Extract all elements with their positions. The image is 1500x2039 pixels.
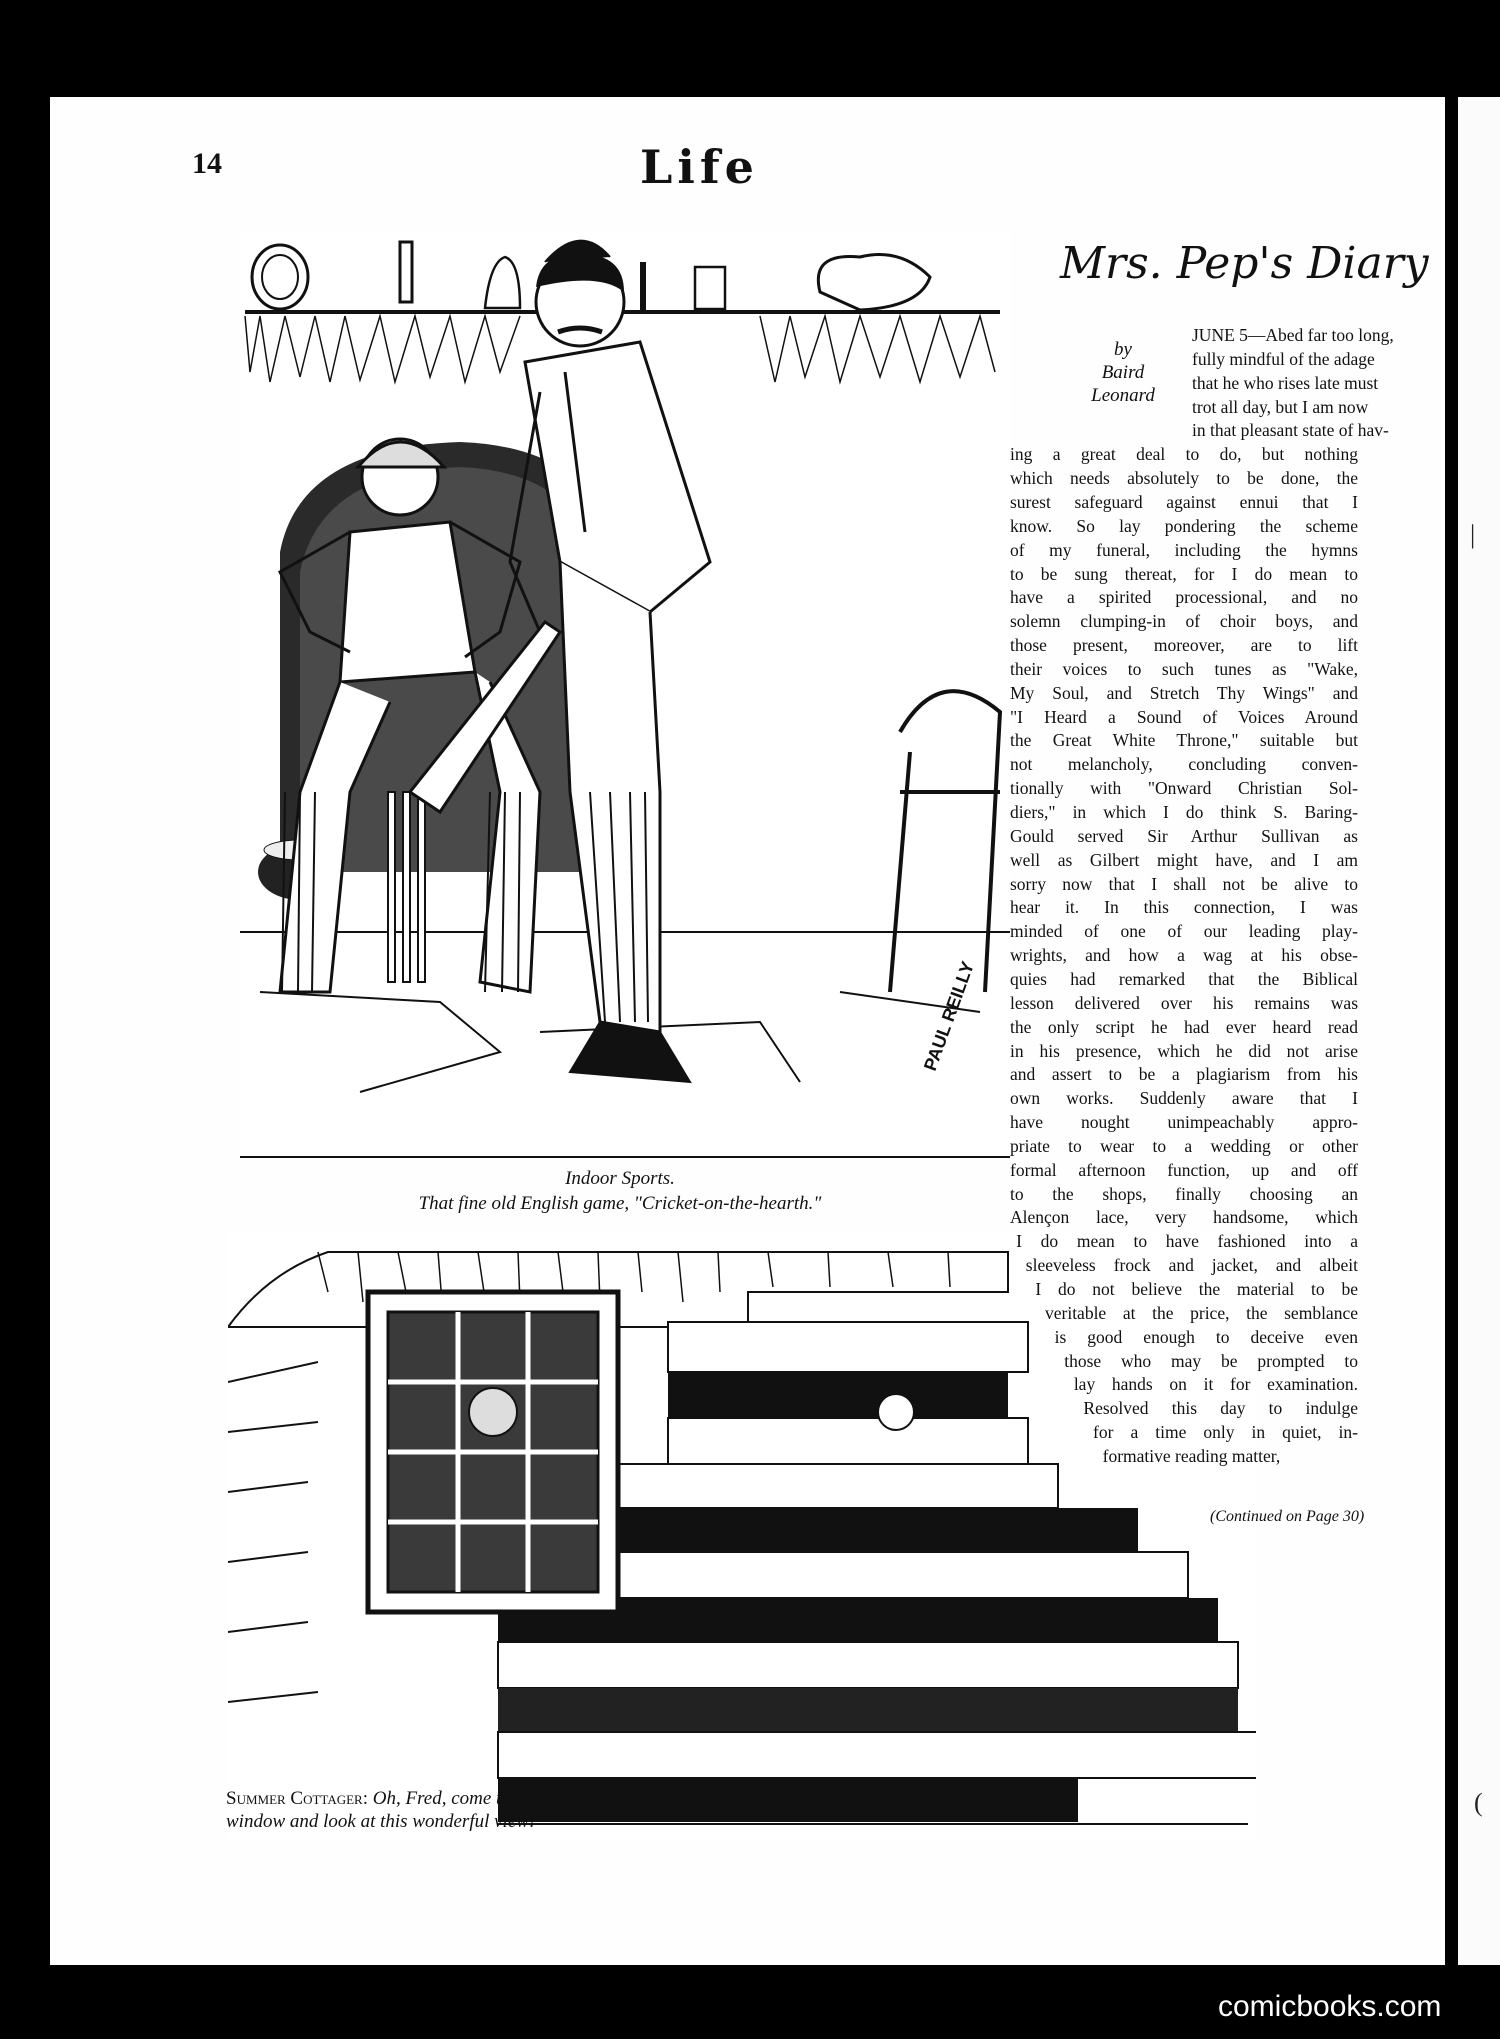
diary-line: have nought unimpeachably appro- (1010, 1112, 1358, 1133)
diary-line: JUNE 5—Abed far too long, (1192, 325, 1394, 345)
byline-first-name: Baird (1101, 362, 1145, 383)
diary-line: wrights, and how a wag at his obse- (1010, 945, 1358, 966)
diary-line: priate to wear to a wedding or other (1010, 1135, 1358, 1156)
diary-line: which needs absolutely to be done, the (1010, 468, 1358, 489)
diary-line: veritable at the price, the semblance (1044, 1302, 1358, 1323)
diary-line: surest safeguard against ennui that I (1010, 491, 1358, 512)
diary-line: I do mean to have fashioned into a (1016, 1231, 1358, 1252)
cottage-caption (226, 1787, 586, 1833)
cottage-caption-text: Oh, Fred, come to the window and look at this wonderful view! (226, 1788, 539, 1832)
diary-line: lesson delivered over his remains was (1010, 992, 1358, 1013)
diary-line: My Soul, and Stretch Thy Wings" and (1010, 682, 1358, 703)
diary-line: have a spirited processional, and no (1010, 587, 1358, 608)
diary-line: that he who rises late must (1192, 372, 1379, 393)
diary-line: quies had remarked that the Biblical (1010, 968, 1358, 989)
diary-line: Resolved this day to indulge (1083, 1398, 1358, 1419)
diary-line: formal afternoon function, up and off (1010, 1159, 1358, 1180)
diary-line: tionally with "Onward Christian Sol- (1010, 778, 1358, 799)
cricket-caption-line2: That fine old English game, "Cricket-on-the-hearth." (418, 1193, 822, 1214)
next-page-edge (1458, 97, 1500, 1965)
page-number: 14 (192, 147, 222, 180)
next-page-mark: ( (1474, 1788, 1483, 1817)
diary-line: not melancholy, concluding conven- (1010, 754, 1358, 775)
cottage-signature: ELLWOOD (1098, 1799, 1159, 1813)
diary-line: diers," in which I do think S. Baring- (1010, 802, 1358, 822)
diary-line: Gould served Sir Arthur Sullivan as (1010, 825, 1358, 846)
continued-note: (Continued on Page 30) (1210, 1508, 1365, 1525)
diary-line: and assert to be a plagiarism from his (1010, 1064, 1358, 1085)
diary-line: the only script he had ever heard read (1010, 1016, 1358, 1037)
diary-line: own works. Suddenly aware that I (1010, 1088, 1358, 1109)
diary-line: those who may be prompted to (1064, 1350, 1358, 1371)
diary-line: for a time only in quiet, in- (1093, 1422, 1358, 1443)
diary-line: in his presence, which he did not arise (1010, 1040, 1358, 1061)
byline-last-name: Leonard (1091, 385, 1155, 406)
magazine-masthead: Life (640, 140, 759, 194)
diary-line: in that pleasant state of hav- (1192, 420, 1389, 441)
diary-line: Alençon lace, very handsome, which (1010, 1207, 1358, 1228)
diary-line: the Great White Throne," suitable but (1010, 730, 1358, 751)
diary-line: minded of one of our leading play- (1010, 921, 1358, 942)
diary-title: Mrs. Pep's Diary (1060, 238, 1429, 289)
cricket-cartoon-illustration (240, 232, 1010, 1162)
diary-line: well as Gilbert might have, and I am (1010, 849, 1358, 870)
diary-line: those present, moreover, are to lift (1010, 635, 1358, 656)
diary-line: of my funeral, including the hymns (1010, 539, 1358, 560)
diary-line: hear it. In this connection, I was (1010, 897, 1358, 918)
diary-line: to be sung thereat, for I do mean to (1010, 563, 1358, 584)
diary-line: lay hands on it for examination. (1073, 1374, 1358, 1395)
diary-line: trot all day, but I am now (1192, 396, 1369, 417)
diary-line: "I Heard a Sound of Voices Around (1010, 706, 1358, 727)
diary-line: to the shops, finally choosing an (1010, 1183, 1358, 1204)
diary-line: their voices to such tunes as "Wake, (1010, 658, 1358, 679)
cricket-caption-line1: Indoor Sports. (565, 1168, 675, 1189)
diary-byline (1068, 338, 1178, 407)
diary-line: ing a great deal to do, but nothing (1010, 444, 1358, 465)
diary-line: I do not believe the material to be (1035, 1279, 1358, 1299)
diary-line: formative reading matter, (1102, 1445, 1281, 1466)
diary-line: solemn clumping-in of choir boys, and (1010, 611, 1358, 632)
site-watermark: comicbooks.com (1218, 1990, 1442, 2023)
cricket-signature: PAUL REILLY (919, 958, 978, 1074)
byline-by: by (1114, 339, 1132, 360)
diary-line: sorry now that I shall not be alive to (1010, 873, 1358, 894)
diary-line: know. So lay pondering the scheme (1010, 515, 1358, 536)
diary-line: sleeveless frock and jacket, and albeit (1025, 1255, 1358, 1276)
next-page-mark: | (1470, 520, 1476, 549)
diary-line: is good enough to deceive even (1054, 1326, 1358, 1347)
diary-line: fully mindful of the adage (1192, 348, 1375, 369)
cottage-caption-speaker: Summer Cottager: (226, 1788, 369, 1809)
